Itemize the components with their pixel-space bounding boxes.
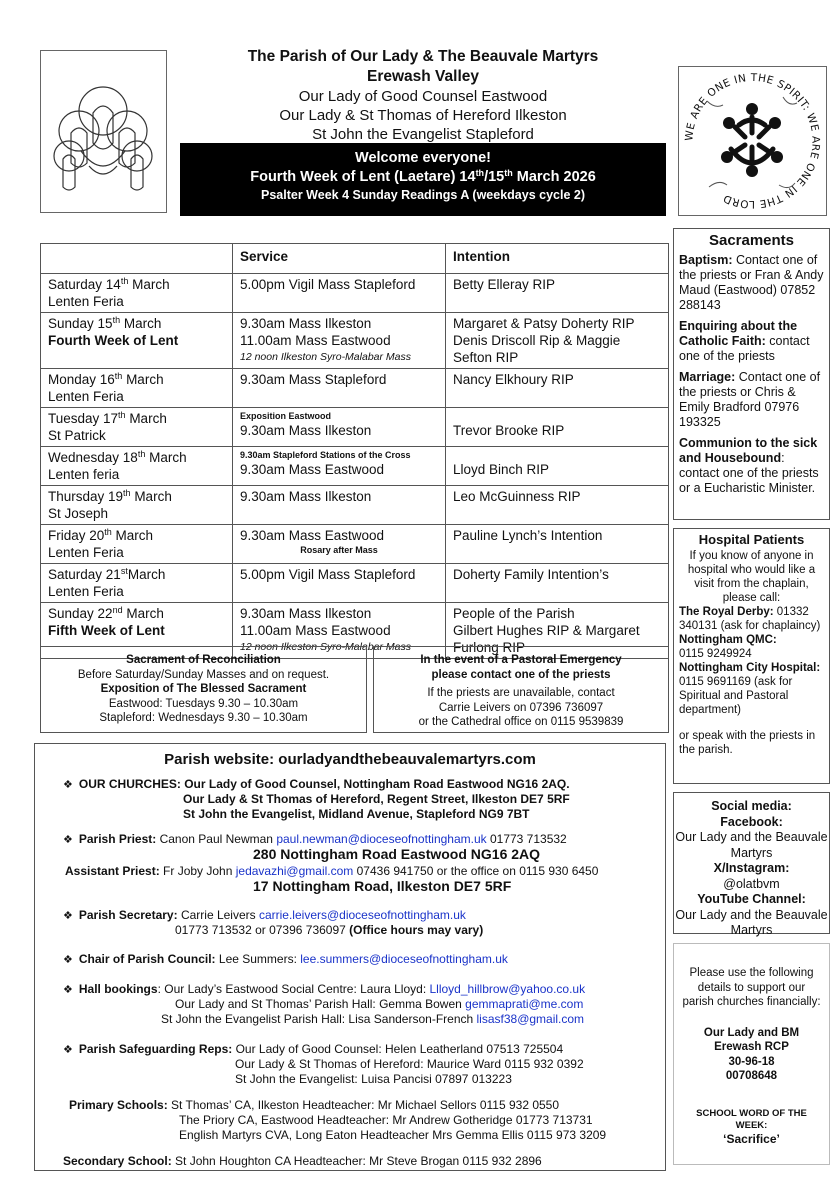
parish-info-panel: [34, 743, 666, 1171]
pastoral-line3: or the Cathedral office on 0115 9539839: [418, 716, 624, 728]
schedule-intention-cell: [446, 313, 669, 369]
parish-name: [180, 47, 666, 67]
schedule-day-cell: [41, 313, 233, 369]
hospital-panel: [673, 528, 830, 784]
hospital-title: Hospital Patients: [698, 532, 805, 547]
exposition-stapleford: Stapleford: Wednesdays 9.30 – 10.30am: [99, 712, 308, 724]
school-word: ‘Sacrifice’: [723, 1131, 780, 1146]
youtube-label: YouTube Channel:: [697, 892, 806, 906]
parish-priest: ❖ Parish Priest: Canon Paul Newman paul.newman@dioceseofnottingham.uk 01773 713532: [63, 832, 567, 846]
mass-schedule-table: [40, 243, 669, 659]
schedule-date: Monday 16th March: [48, 371, 164, 387]
social-title: Social media:: [711, 799, 792, 813]
sacraments-panel: [673, 228, 830, 520]
schedule-liturgical-day: Fourth Week of Lent: [48, 333, 179, 348]
table-row: [41, 447, 669, 486]
secondary-school: Secondary School: St John Houghton CA Headteacher: Mr Steve Brogan 0115 932 2896: [63, 1154, 542, 1168]
parish-name-text: Parish of Our Lady & The Beauvale Martyrs: [279, 48, 599, 65]
financial-support-panel: [673, 943, 830, 1165]
bullet-diamond-icon: ❖: [63, 779, 73, 791]
intention-text: [453, 410, 661, 422]
intention-text: Betty Elleray RIP: [453, 277, 556, 292]
account-line2: Erewash RCP: [714, 1041, 789, 1053]
intention-text: Leo McGuinness RIP: [453, 489, 581, 504]
intention-text: Trevor Brooke RIP: [453, 423, 565, 438]
service-time: 9.30am Mass Ilkeston: [240, 423, 372, 438]
schedule-date: Thursday 19th March: [48, 488, 172, 504]
parish-area: Erewash Valley: [366, 68, 480, 85]
sacraments-title: Sacraments: [708, 232, 795, 249]
facebook-label: Facebook:: [720, 814, 783, 829]
support-intro: Please use the following details to support our parish churches financially:: [682, 967, 821, 1008]
assistant-address: 17 Nottingham Road, Ilkeston DE7 5RF: [253, 878, 512, 894]
pastoral-subtitle: please contact one of the priests: [431, 668, 611, 681]
churches-line2: Our Lady & St Thomas of Hereford, Regent Street, Ilkeston DE7 5RF: [183, 792, 570, 806]
intention-text: Sefton RIP: [453, 350, 519, 365]
intention-text: Nancy Elkhoury RIP: [453, 372, 574, 387]
churches-line1: ❖ OUR CHURCHES: Our Lady of Good Counsel, Nottingham Road Eastwood NG16 2AQ.: [63, 777, 570, 791]
service-note: 12 noon Ilkeston Syro-Malabar Mass: [240, 351, 411, 363]
schedule-day-cell: [41, 447, 233, 486]
bullet-diamond-icon: ❖: [63, 1044, 73, 1056]
sort-code: 30-96-18: [728, 1055, 775, 1068]
baptism-info: Baptism: Contact one of the priests or Fran & Andy Maud (Eastwood) 07852 288143: [679, 253, 824, 312]
schedule-date: Sunday 15th March: [48, 315, 162, 331]
church-stapleford: St John the Evangelist Stapleford: [312, 126, 534, 143]
schedule-liturgical-day: Lenten Feria: [48, 584, 124, 599]
reconciliation-times: Before Saturday/Sunday Masses and on request.: [77, 668, 330, 681]
service-time: 9.30am Mass Eastwood: [240, 528, 385, 543]
primary-schools: Primary Schools: St Thomas’ CA, Ilkeston Headteacher: Mr Michael Sellors 0115 932 0550: [69, 1098, 560, 1112]
intention-text: [453, 449, 661, 461]
hospital-outro: or speak with the priests in the parish.: [679, 730, 816, 756]
parish-logo-figures: [40, 50, 167, 213]
primary-school-2: The Priory CA, Eastwood Headteacher: Mr Andrew Gotheridge 01773 713731: [179, 1113, 593, 1127]
intention-text: Lloyd Binch RIP: [453, 462, 550, 477]
schedule-date: Sunday 22nd March: [48, 605, 164, 621]
hall-bookings: ❖ Hall bookings: Our Lady’s Eastwood Social Centre: Laura Lloyd: Llloyd_hillbrow@yahoo.co.uk: [63, 982, 586, 996]
marriage-info: Marriage: Contact one of the priests or Chris & Emily Bradford 07976 193325: [679, 370, 821, 429]
hall-stapleford: St John the Evangelist Parish Hall: Lisa Sanderson-French lisasf38@gmail.com: [161, 1012, 585, 1026]
table-row: [41, 313, 669, 369]
derby-info: The Royal Derby: 01332 340131 (ask for chaplaincy): [679, 606, 821, 632]
secretary-phone: 01773 713532 or 07396 736097 (Office hours may vary): [175, 923, 484, 937]
service-time: 9.30am Mass Eastwood: [240, 462, 385, 477]
intention-text: People of the Parish: [453, 606, 575, 621]
schedule-day-cell: [41, 564, 233, 603]
schedule-intention-cell: [446, 369, 669, 408]
service-time: 5.00pm Vigil Mass Stapleford: [240, 277, 416, 292]
schedule-service-cell: [233, 486, 446, 525]
intention-text: Gilbert Hughes RIP & Margaret: [453, 623, 640, 638]
schedule-liturgical-day: Fifth Week of Lent: [48, 623, 165, 638]
reconciliation-panel: [40, 646, 367, 733]
school-word-label: SCHOOL WORD OF THE WEEK:: [696, 1107, 807, 1131]
church-ilkeston: Our Lady & St Thomas of Hereford Ilkeston: [279, 107, 567, 124]
service-note: Exposition Eastwood: [240, 411, 332, 421]
assistant-email-link[interactable]: jedavazhi@gmail.com: [235, 864, 354, 878]
chair-parish-council: ❖ Chair of Parish Council: Lee Summers: lee.summers@dioceseofnottingham.uk: [63, 952, 508, 966]
service-time: 11.00am Mass Eastwood: [240, 333, 391, 348]
chair-email-link[interactable]: lee.summers@dioceseofnottingham.uk: [300, 952, 508, 966]
hall2-email-link[interactable]: gemmaprati@me.com: [465, 997, 584, 1011]
intention-text: Pauline Lynch’s Intention: [453, 528, 603, 543]
hospital-intro: If you know of anyone in hospital who would like a visit from the chaplain, please call:: [687, 550, 816, 604]
schedule-liturgical-day: Lenten Feria: [48, 389, 124, 404]
circle-of-people-icon: [679, 67, 826, 215]
safeguarding-ilkeston: Our Lady & St Thomas of Hereford: Maurice Ward 0115 932 0392: [235, 1057, 584, 1071]
schedule-day-cell: [41, 525, 233, 564]
schedule-day-cell: [41, 408, 233, 447]
church-eastwood: Our Lady of Good Counsel Eastwood: [298, 88, 548, 105]
priest-email-link[interactable]: paul.newman@dioceseofnottingham.uk: [276, 832, 487, 846]
hall1-email-link[interactable]: Llloyd_hillbrow@yahoo.co.uk: [429, 982, 586, 996]
pastoral-line1: If the priests are unavailable, contact: [427, 687, 615, 699]
exposition-title: Exposition of The Blessed Sacrament: [100, 683, 307, 695]
service-time: 5.00pm Vigil Mass Stapleford: [240, 567, 416, 582]
schedule-date: Friday 20th March: [48, 527, 154, 543]
hall-ilkeston: Our Lady and St Thomas’ Parish Hall: Gemma Bowen gemmaprati@me.com: [175, 997, 584, 1011]
intention-text: Denis Driscoll Rip & Maggie: [453, 333, 621, 348]
schedule-service-cell: [233, 369, 446, 408]
svg-text:WE ARE ONE IN THE SPIRIT: WE A: WE ARE ONE IN THE SPIRIT: WE ARE ONE IN THE LORD: [683, 71, 822, 211]
schedule-service-cell: [233, 313, 446, 369]
table-row: [41, 408, 669, 447]
pastoral-emergency-panel: [373, 646, 669, 733]
churches-line3: St John the Evangelist, Midland Avenue, Stapleford NG9 7BT: [183, 807, 530, 821]
intention-text: Margaret & Patsy Doherty RIP: [453, 316, 635, 331]
welcome-banner: [180, 143, 666, 216]
city-hospital-info: Nottingham City Hospital: 0115 9691169 (ask for Spiritual and Pastoral department): [679, 662, 821, 716]
bullet-diamond-icon: ❖: [63, 984, 73, 996]
service-time: 11.00am Mass Eastwood: [240, 623, 391, 638]
schedule-service-cell: [233, 525, 446, 564]
account-name: Our Lady and BM: [703, 1026, 800, 1039]
facebook-link[interactable]: Our Lady and the Beauvale Martyrs: [675, 830, 828, 860]
schedule-liturgical-day: St Joseph: [48, 506, 109, 521]
pastoral-line2: Carrie Leivers on 07396 736097: [438, 701, 604, 714]
table-row: [41, 274, 669, 313]
schedule-service-cell: [233, 564, 446, 603]
x-instagram-handle[interactable]: @olatbvm: [723, 876, 780, 891]
schedule-date: Saturday 21stMarch: [48, 566, 166, 582]
week-title: Fourth Week of Lent (Laetare) 14th/15th March 2026: [250, 168, 596, 185]
safeguarding-stapleford: St John the Evangelist: Luisa Pancisi 07897 013223: [235, 1072, 512, 1086]
intention-text: Furlong RIP: [453, 640, 526, 655]
schedule-intention-cell: [446, 486, 669, 525]
schedule-liturgical-day: Lenten Feria: [48, 545, 124, 560]
schedule-intention-cell: [446, 408, 669, 447]
table-row: [41, 525, 669, 564]
service-note: 9.30am Stapleford Stations of the Cross: [240, 450, 411, 460]
schedule-date: Tuesday 17th March: [48, 410, 167, 426]
schedule-day-cell: [41, 274, 233, 313]
schedule-date: Wednesday 18th March: [48, 449, 187, 465]
social-media-panel: [673, 792, 830, 937]
table-row: [41, 486, 669, 525]
schedule-liturgical-day: St Patrick: [48, 428, 106, 443]
bullet-diamond-icon: ❖: [63, 834, 73, 846]
assistant-priest: Assistant Priest: Fr Joby John jedavazhi@gmail.com 07436 941750 or the office on 0115 930 6450: [65, 864, 599, 878]
service-time: 9.30am Mass Stapleford: [240, 372, 387, 387]
parish-header: [180, 47, 666, 144]
schedule-intention-cell: [446, 274, 669, 313]
welcome-title: Welcome everyone!: [355, 150, 491, 166]
exposition-eastwood: Eastwood: Tuesdays 9.30 – 10.30am: [108, 697, 299, 710]
bullet-diamond-icon: ❖: [63, 954, 73, 966]
parish-secretary: ❖ Parish Secretary: Carrie Leivers carrie.leivers@dioceseofnottingham.uk: [63, 908, 466, 922]
schedule-intention-cell: [446, 564, 669, 603]
qmc-info: Nottingham QMC: 0115 9249924: [679, 634, 777, 660]
faith-info: Enquiring about the Catholic Faith: contact one of the priests: [679, 319, 810, 363]
schedule-service-cell: [233, 408, 446, 447]
hall3-email-link[interactable]: lisasf38@gmail.com: [476, 1012, 585, 1026]
youtube-link[interactable]: Our Lady and the Beauvale Martyrs: [675, 907, 828, 937]
schedule-service-cell: [233, 274, 446, 313]
schedule-day-cell: [41, 486, 233, 525]
table-header-row: [41, 244, 669, 274]
psalter-info: Psalter Week 4 Sunday Readings A (weekdays cycle 2): [261, 188, 585, 202]
column-header-intention: Intention: [446, 244, 669, 274]
schedule-service-cell: [233, 447, 446, 486]
pastoral-title: In the event of a Pastoral Emergency: [420, 654, 622, 666]
intention-text: Doherty Family Intention’s: [453, 567, 609, 582]
x-instagram-label: X/Instagram:: [713, 861, 790, 875]
priest-address: 280 Nottingham Road Eastwood NG16 2AQ: [253, 846, 541, 862]
schedule-liturgical-day: Lenten Feria: [48, 294, 124, 309]
schedule-day-cell: [41, 369, 233, 408]
secretary-email-link[interactable]: carrie.leivers@dioceseofnottingham.uk: [258, 908, 466, 922]
table-row: [41, 369, 669, 408]
schedule-liturgical-day: Lenten feria: [48, 467, 120, 482]
column-header-service: Service: [233, 244, 446, 274]
service-time: 9.30am Mass Ilkeston: [240, 489, 372, 504]
haloed-figures-icon: [41, 51, 166, 212]
communion-info: Communion to the sick and Housebound: contact one of the priests or a Eucharistic Minister.: [679, 436, 819, 495]
primary-school-3: English Martyrs CVA, Long Eaton Headteacher Mrs Gemma Ellis 0115 973 3209: [179, 1128, 607, 1142]
safeguarding-reps: ❖ Parish Safeguarding Reps: Our Lady of Good Counsel: Helen Leatherland 07513 725504: [63, 1042, 564, 1056]
service-time: 9.30am Mass Ilkeston: [240, 316, 372, 331]
service-note: 12 noon Ilkeston Syro-Malabar Mass: [240, 641, 411, 653]
parish-website[interactable]: Parish website: ourladyandthebeauvalemartyrs.com: [164, 751, 536, 768]
schedule-intention-cell: [446, 447, 669, 486]
service-time: 9.30am Mass Ilkeston: [240, 606, 372, 621]
column-header-day: [41, 244, 233, 274]
service-note: Rosary after Mass: [300, 545, 378, 555]
account-number: 00708648: [725, 1070, 778, 1082]
reconciliation-title: Sacrament of Reconciliation: [126, 654, 281, 666]
schedule-intention-cell: [446, 525, 669, 564]
one-in-spirit-logo: [678, 66, 827, 216]
bullet-diamond-icon: ❖: [63, 910, 73, 922]
schedule-date: Saturday 14th March: [48, 276, 170, 292]
parish-name-prefix: The: [247, 48, 276, 65]
table-row: [41, 564, 669, 603]
